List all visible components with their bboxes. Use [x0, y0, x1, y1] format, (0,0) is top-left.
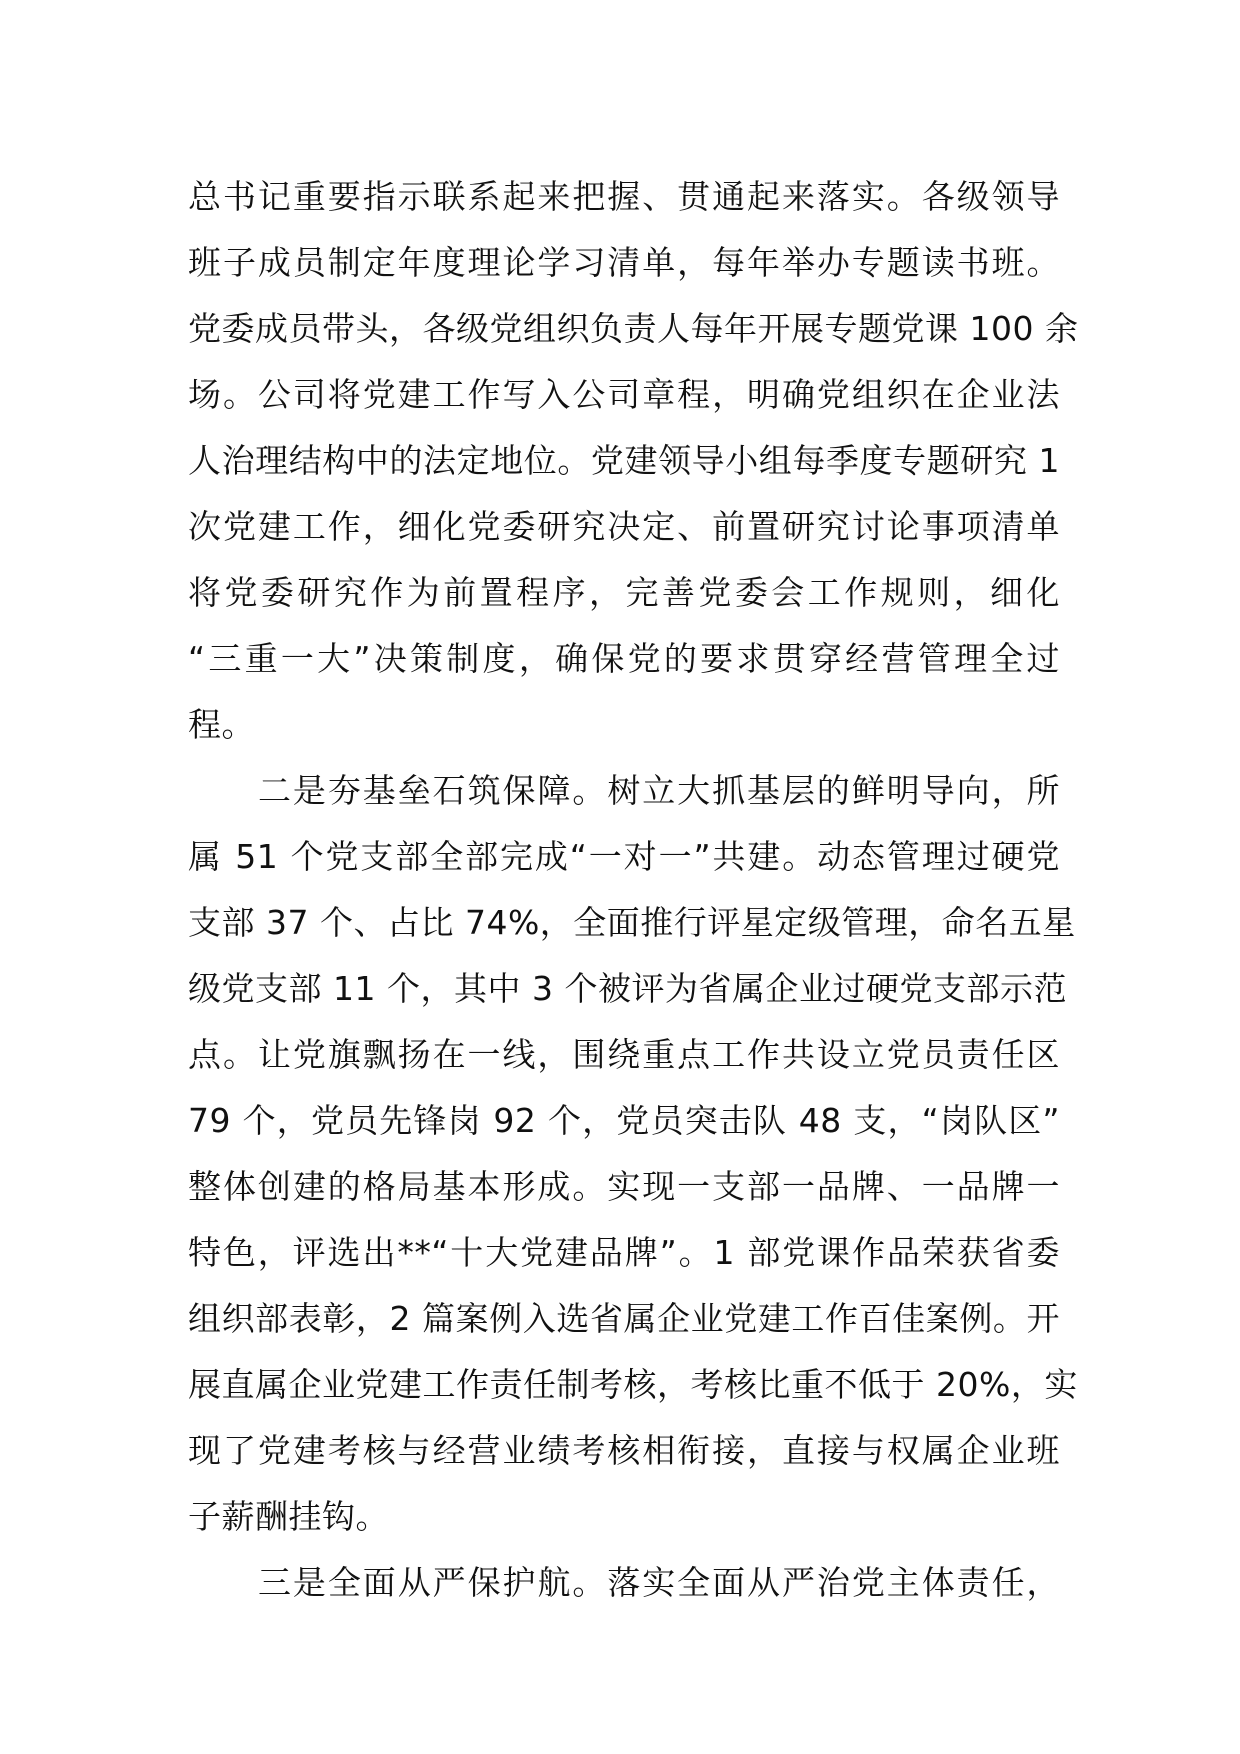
text-line: 总书记重要指示联系起来把握、贯通起来落实。各级领导: [188, 177, 1060, 216]
text-line: 党委成员带头，各级党组织负责人每年开展专题党课 100 余: [188, 309, 1079, 348]
text-line: 子薪酬挂钩。: [188, 1497, 389, 1536]
paragraph-start-line: 二是夯基垒石筑保障。树立大抓基层的鲜明导向，所: [258, 771, 1060, 810]
text-line: 点。让党旗飘扬在一线，围绕重点工作共设立党员责任区: [188, 1035, 1060, 1074]
text-line: 组织部表彰，2 篇案例入选省属企业党建工作百佳案例。开: [188, 1299, 1060, 1338]
text-line: 79 个，党员先锋岗 92 个，党员突击队 48 支，“岗队区”: [188, 1101, 1060, 1140]
text-line: 特色，评选出**“十大党建品牌”。1 部党课作品荣获省委: [188, 1233, 1060, 1272]
text-line: 现了党建考核与经营业绩考核相衔接，直接与权属企业班: [188, 1431, 1060, 1470]
text-line: 班子成员制定年度理论学习清单，每年举办专题读书班。: [188, 243, 1060, 282]
text-line: “三重一大”决策制度，确保党的要求贯穿经营管理全过: [188, 639, 1060, 678]
text-line: 将党委研究作为前置程序，完善党委会工作规则，细化: [188, 573, 1060, 612]
text-line: 人治理结构中的法定地位。党建领导小组每季度专题研究 1: [188, 441, 1060, 480]
text-line: 级党支部 11 个，其中 3 个被评为省属企业过硬党支部示范: [188, 969, 1067, 1008]
text-line: 整体创建的格局基本形成。实现一支部一品牌、一品牌一: [188, 1167, 1060, 1206]
text-line: 展直属企业党建工作责任制考核，考核比重不低于 20%，实: [188, 1365, 1078, 1404]
text-line: 程。: [188, 705, 255, 744]
text-line: 场。公司将党建工作写入公司章程，明确党组织在企业法: [188, 375, 1060, 414]
body-text: [188, 164, 1079, 1616]
text-line: 支部 37 个、占比 74%，全面推行评星定级管理，命名五星: [188, 903, 1076, 942]
text-line: 属 51 个党支部全部完成“一对一”共建。动态管理过硬党: [188, 837, 1060, 876]
text-line: 次党建工作，细化党委研究决定、前置研究讨论事项清单: [188, 507, 1060, 546]
paragraph-start-line: 三是全面从严保护航。落实全面从严治党主体责任，: [258, 1563, 1060, 1602]
